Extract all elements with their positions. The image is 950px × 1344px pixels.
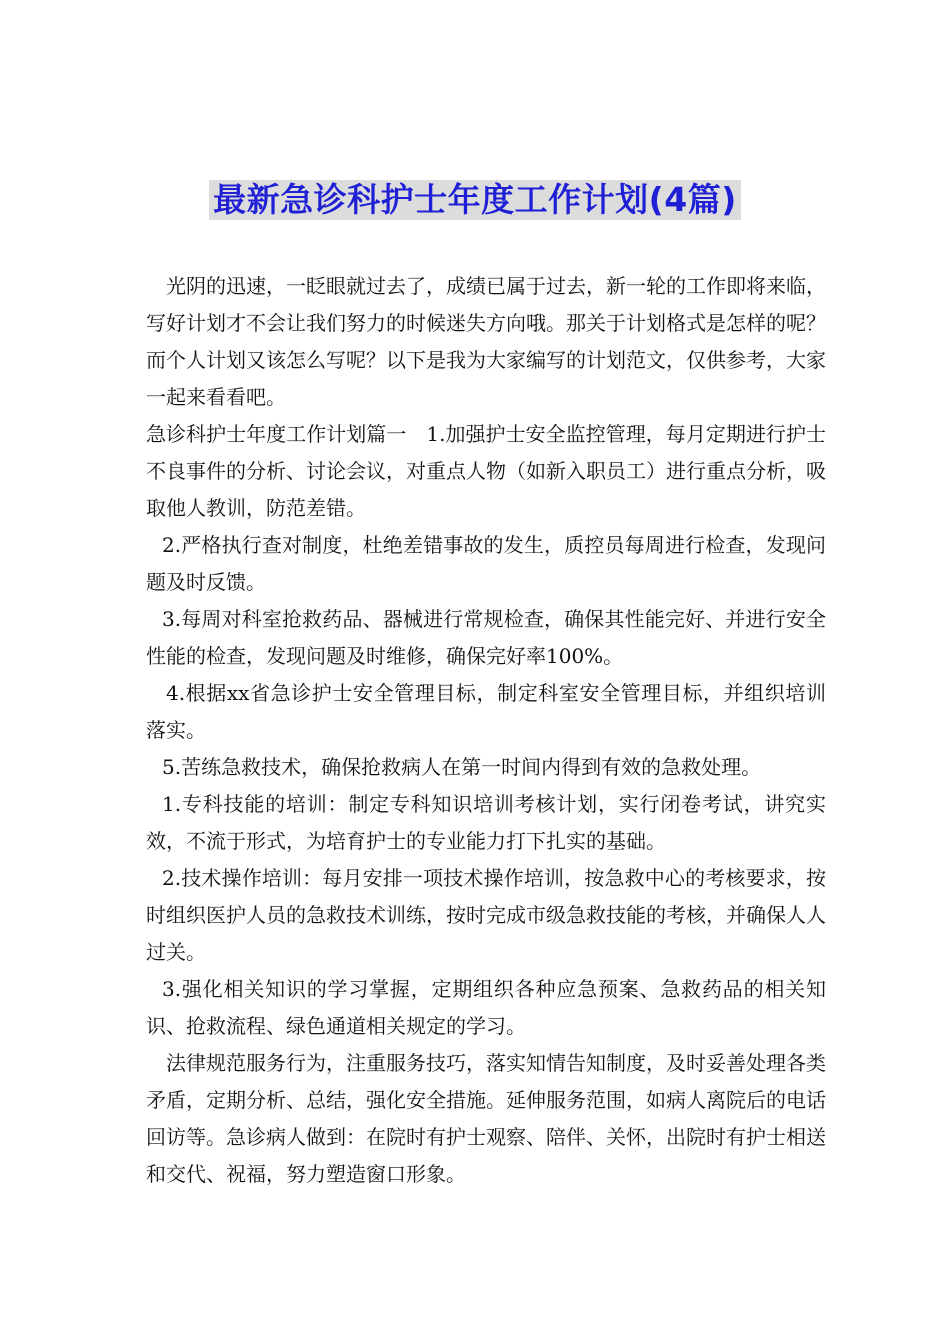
list-item: 2.严格执行查对制度，杜绝差错事故的发生，质控员每周进行检查，发现问题及时反馈。 [146,533,826,594]
list-item: 3.强化相关知识的学习掌握，定期组织各种应急预案、急救药品的相关知识、抢救流程、绿色通道相关规定的学习。 [146,977,826,1038]
section-one-paragraph: 急诊科护士年度工作计划篇一 1.加强护士安全监控管理，每月定期进行护士不良事件的分析、讨论会议，对重点人物（如新入职员工）进行重点分析，吸取他人教训，防范差错。 [146,422,826,520]
list-item: 1.专科技能的培训：制定专科知识培训考核计划，实行闭卷考试，讲究实效，不流于形式，为培育护士的专业能力打下扎实的基础。 [146,792,826,853]
list-item: 2.技术操作培训：每月安排一项技术操作培训，按急救中心的考核要求，按时组织医护人员的急救技术训练，按时完成市级急救技能的考核，并确保人人过关。 [146,866,826,964]
title-container [0,180,950,220]
list-item: 5.苦练急救技术，确保抢救病人在第一时间内得到有效的急救处理。 [162,755,762,779]
document-body [146,268,826,1193]
document-title: 最新急诊科护士年度工作计划(4篇) [209,180,741,220]
list-item: 3.每周对科室抢救药品、器械进行常规检查，确保其性能完好、并进行安全性能的检查，发现问题及时维修，确保完好率100%。 [146,607,826,668]
list-item: 4.根据xx省急诊护士安全管理目标，制定科室安全管理目标，并组织培训落实。 [146,681,826,742]
intro-paragraph: 光阴的迅速，一眨眼就过去了，成绩已属于过去，新一轮的工作即将来临，写好计划才不会让我们努力的时候迷失方向哦。那关于计划格式是怎样的呢？而个人计划又该怎么写呢？以下是我为大家编写的计划范文，仅供参考，大家一起来看看吧。 [146,274,826,409]
closing-paragraph: 法律规范服务行为，注重服务技巧，落实知情告知制度，及时妥善处理各类矛盾，定期分析、总结，强化安全措施。延伸服务范围，如病人离院后的电话回访等。急诊病人做到：在院时有护士观察、陪伴、关怀，出院时有护士相送和交代、祝福，努力塑造窗口形象。 [146,1051,826,1186]
